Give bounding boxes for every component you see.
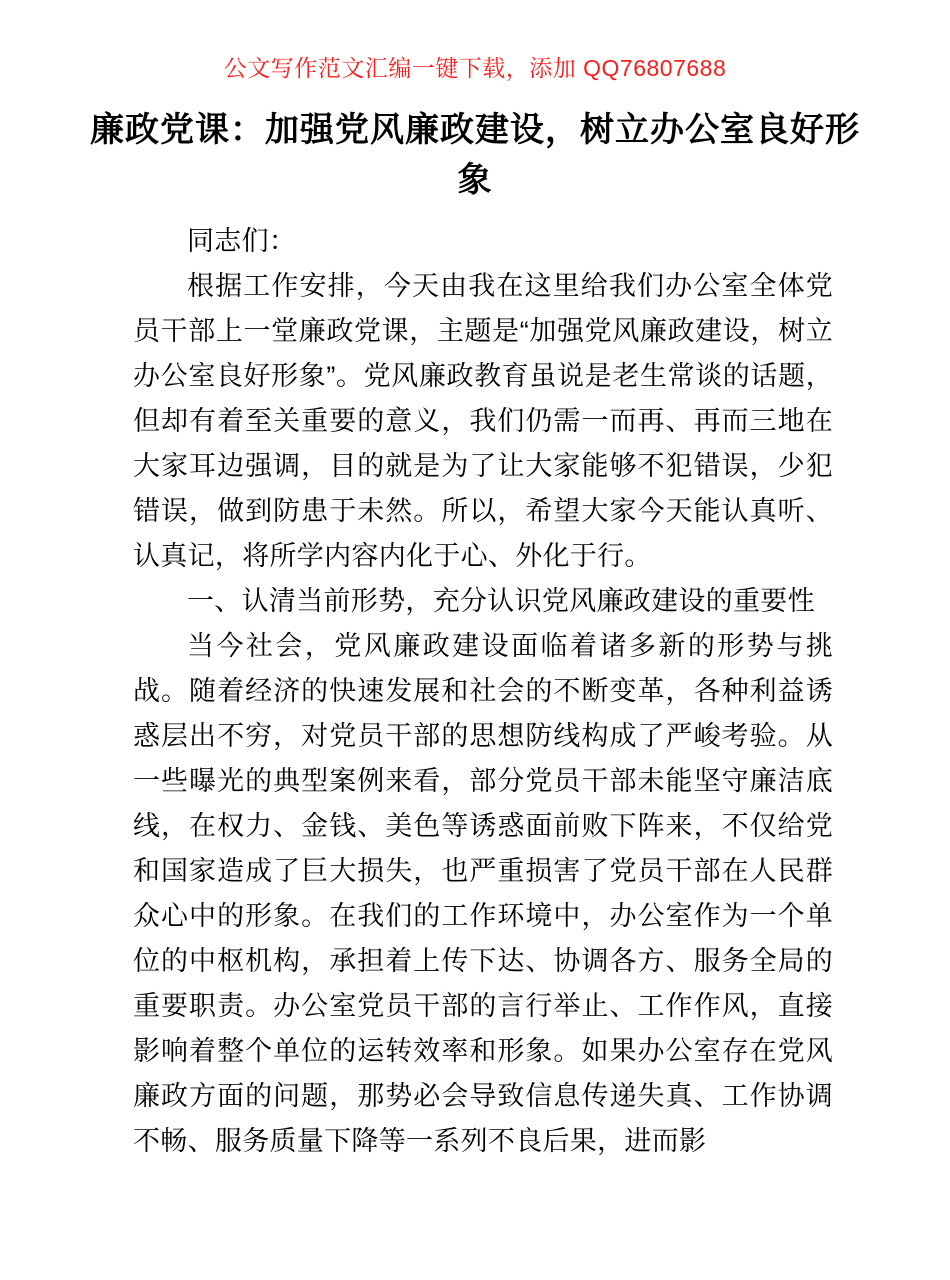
paragraph-intro: 根据工作安排，今天由我在这里给我们办公室全体党员干部上一堂廉政党课，主题是“加强党风廉政建设，树立办公室良好形象”。党风廉政教育虽说是老生常谈的话题，但却有着至关重要的意义，我们仍需一而再、再而三地在大家耳边强调，目的就是为了让大家能够不犯错误，少犯错误，做到防患于未然。所以，希望大家今天能认真听、认真记，将所学内容内化于心、外化于行。: [133, 271, 833, 571]
document-page: [0, 50, 950, 1280]
paragraph-greeting: 同志们：: [187, 226, 297, 256]
section-heading-1: 一、认清当前形势，充分认识党风廉政建设的重要性: [187, 586, 815, 616]
document-title: 廉政党课：加强党风廉政建设，树立办公室良好形象: [90, 111, 860, 199]
paragraph-section-1-body: 当今社会，党风廉政建设面临着诸多新的形势与挑战。随着经济的快速发展和社会的不断变革，各种利益诱惑层出不穷，对党员干部的思想防线构成了严峻考验。从一些曝光的典型案例来看，部分党员干部未能坚守廉洁底线，在权力、金钱、美色等诱惑面前败下阵来，不仅给党和国家造成了巨大损失，也严重损害了党员干部在人民群众心中的形象。在我们的工作环境中，办公室作为一个单位的中枢机构，承担着上传下达、协调各方、服务全局的重要职责。办公室党员干部的言行举止、工作作风，直接影响着整个单位的运转效率和形象。如果办公室存在党风廉政方面的问题，那势必会导致信息传递失真、工作协调不畅、服务质量下降等一系列不良后果，进而影: [133, 631, 833, 1156]
document-body: [133, 219, 833, 1164]
promo-banner-text: 公文写作范文汇编一键下载，添加 QQ76807688: [223, 55, 727, 81]
